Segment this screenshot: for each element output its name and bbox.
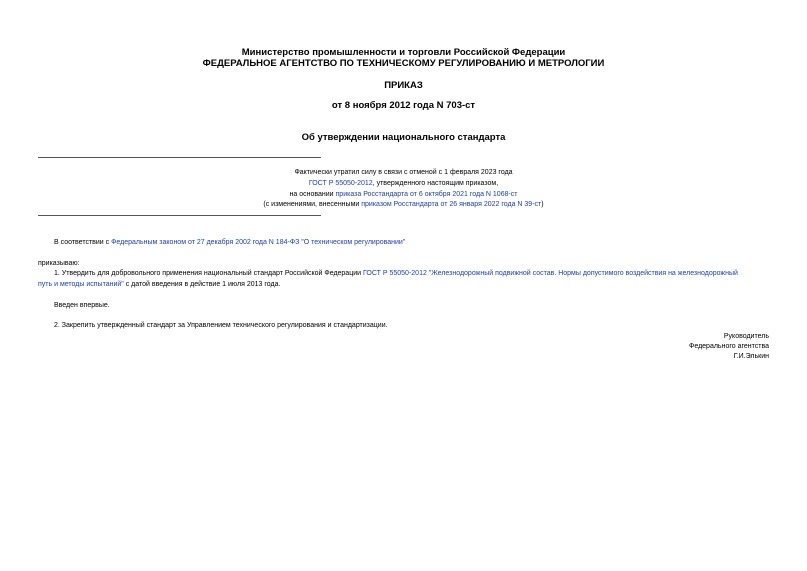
federal-law-link[interactable]: Федеральным законом от 27 декабря 2002 года N 184-ФЗ "О техническом регулировании" <box>111 239 406 246</box>
top-divider <box>38 157 321 158</box>
signature-title: Руководитель <box>723 333 769 340</box>
status-line-2: ГОСТ Р 55050-2012, утвержденного настоящим приказом, <box>308 180 499 187</box>
order-word: приказываю: <box>38 260 80 267</box>
order-1068-link[interactable]: приказа Росстандарта от 6 октября 2021 года N 1068-ст <box>335 191 518 198</box>
item-1-line-2: путь и методы испытаний" с датой введения в действие 1 июля 2013 года. <box>38 281 281 288</box>
signature-name: Г.И.Элькин <box>733 353 769 360</box>
item-1-line-1: 1. Утвердить для добровольного применения национальный стандарт Российской Федерации ГОСТ Р 55050-2012 "Железнодорожный подвижной состав. Нормы допустимого воздействия на железнодорожный <box>54 270 738 277</box>
preamble: В соответствии с Федеральным законом от 27 декабря 2002 года N 184-ФЗ "О техническом регулировании" <box>54 239 406 246</box>
status-line-3: на основании приказа Росстандарта от 6 октября 2021 года N 1068-ст <box>289 191 518 198</box>
gost-standard-link[interactable]: ГОСТ Р 55050-2012 "Железнодорожный подвижной состав. Нормы допустимого воздействия на железнодорожный <box>362 270 738 277</box>
document-title: Об утверждении национального стандарта <box>301 132 506 143</box>
document-type: ПРИКАЗ <box>384 80 423 91</box>
gost-standard-link-cont[interactable]: путь и методы испытаний" <box>38 281 124 288</box>
ministry-name: Министерство промышленности и торговли Российской Федерации <box>241 47 566 58</box>
agency-name: ФЕДЕРАЛЬНОЕ АГЕНТСТВО ПО ТЕХНИЧЕСКОМУ РЕГУЛИРОВАНИЮ И МЕТРОЛОГИИ <box>202 58 605 69</box>
signature-org: Федерального агентства <box>689 343 769 350</box>
item-2: 2. Закрепить утвержденный стандарт за Управлением технического регулирования и стандартизации. <box>54 322 388 329</box>
status-line-1: Фактически утратил силу в связи с отменой с 1 февраля 2023 года <box>294 169 513 176</box>
bottom-divider <box>38 215 321 216</box>
document-date: от 8 ноября 2012 года N 703-ст <box>331 100 476 111</box>
gost-link[interactable]: ГОСТ Р 55050-2012 <box>308 180 373 187</box>
introduced-note: Введен впервые. <box>54 302 110 309</box>
status-line-4: (с изменениями, внесенными приказом Росстандарта от 26 января 2022 года N 39-ст) <box>263 201 544 208</box>
order-39-link[interactable]: приказом Росстандарта от 26 января 2022 года N 39-ст <box>361 201 542 208</box>
